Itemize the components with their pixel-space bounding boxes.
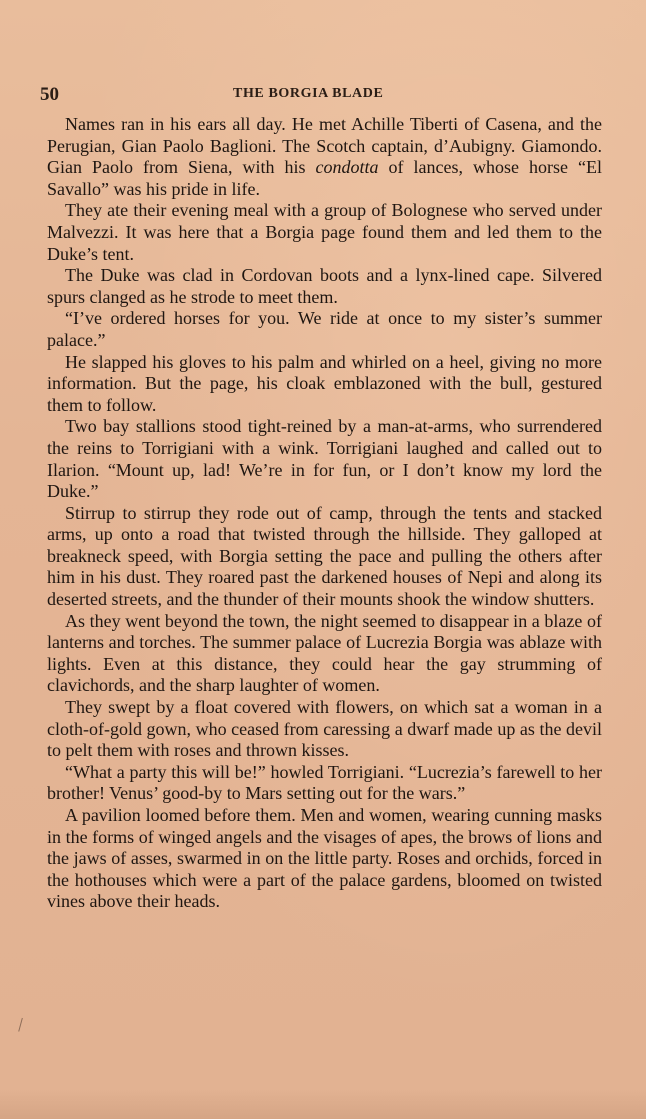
paragraph-2: They ate their evening meal with a group of Bolognese who served under Malvezzi. It was here that a Borgia page found them and led them to the Duke’s tent. bbox=[47, 200, 602, 264]
running-head: THE BORGIA BLADE bbox=[233, 86, 384, 101]
paragraph-10: “What a party this will be!” howled Torrigiani. “Lucrezia’s farewell to her brother! Venus’ good-by to Mars setting out for the wars.” bbox=[47, 761, 602, 804]
paragraph-1-after: of lances, whose horse “El Savallo” was his pride in life. bbox=[47, 157, 603, 199]
pencil-mark bbox=[18, 1018, 25, 1032]
paragraph-9: They swept by a float covered with flowers, on which sat a woman in a cloth-of-gold gown, who ceased from caressing a dwarf made up as the devil to pelt them with roses and thrown kisses. bbox=[47, 697, 602, 761]
paragraph-4: “I’ve ordered horses for you. We ride at once to my sister’s summer palace.” bbox=[47, 308, 602, 350]
paragraph-8: As they went beyond the town, the night seemed to disappear in a blaze of lanterns and torches. The summer palace of Lucrezia Borgia was ablaze with lights. Even at this distance, they could hear the gay strumming of clavichords, and the sharp laughter of women. bbox=[47, 610, 602, 696]
paragraph-5: He slapped his gloves to his palm and whirled on a heel, giving no more information. But the page, his cloak emblazoned with the bull, gestured them to follow. bbox=[47, 351, 602, 415]
paragraph-11: A pavilion loomed before them. Men and women, wearing cunning masks in the forms of winged angels and the visages of apes, the brows of lions and the jaws of asses, swarmed in on the little party. Roses and orchids, forced in the hothouses which were a part of the palace gardens, bloomed on twisted vines above their heads. bbox=[47, 805, 602, 912]
paragraph-3: The Duke was clad in Cordovan boots and a lynx-lined cape. Silvered spurs clanged as he strode to meet them. bbox=[47, 265, 602, 307]
page-number: 50 bbox=[40, 84, 59, 105]
paragraph-1 bbox=[47, 114, 602, 200]
page-header bbox=[40, 84, 600, 106]
paragraph-1-italic: condotta bbox=[315, 157, 379, 178]
paragraph-1-before: Names ran in his ears all day. He met Achille Tiberti of Casena, and the Perugian, Gian Paolo Baglioni. The Scotch captain, d’Aubigny. Giamondo. Gian Paolo from Siena, with his bbox=[47, 114, 602, 178]
paragraph-6: Two bay stallions stood tight-reined by a man-at-arms, who surrendered the reins to Torrigiani with a wink. Torrigiani laughed and called out to Ilarion. “Mount up, lad! We’re in for fun, or I don’t know my lord the Duke.” bbox=[47, 416, 602, 502]
paragraph-7: Stirrup to stirrup they rode out of camp, through the tents and stacked arms, up onto a road that twisted through the hillside. They galloped at breakneck speed, with Borgia setting the pace and pulling the others after him in his dust. They roared past the darkened houses of Nepi and along its deserted streets, and the thunder of their mounts shook the window shutters. bbox=[47, 502, 602, 610]
body-text bbox=[47, 114, 602, 913]
